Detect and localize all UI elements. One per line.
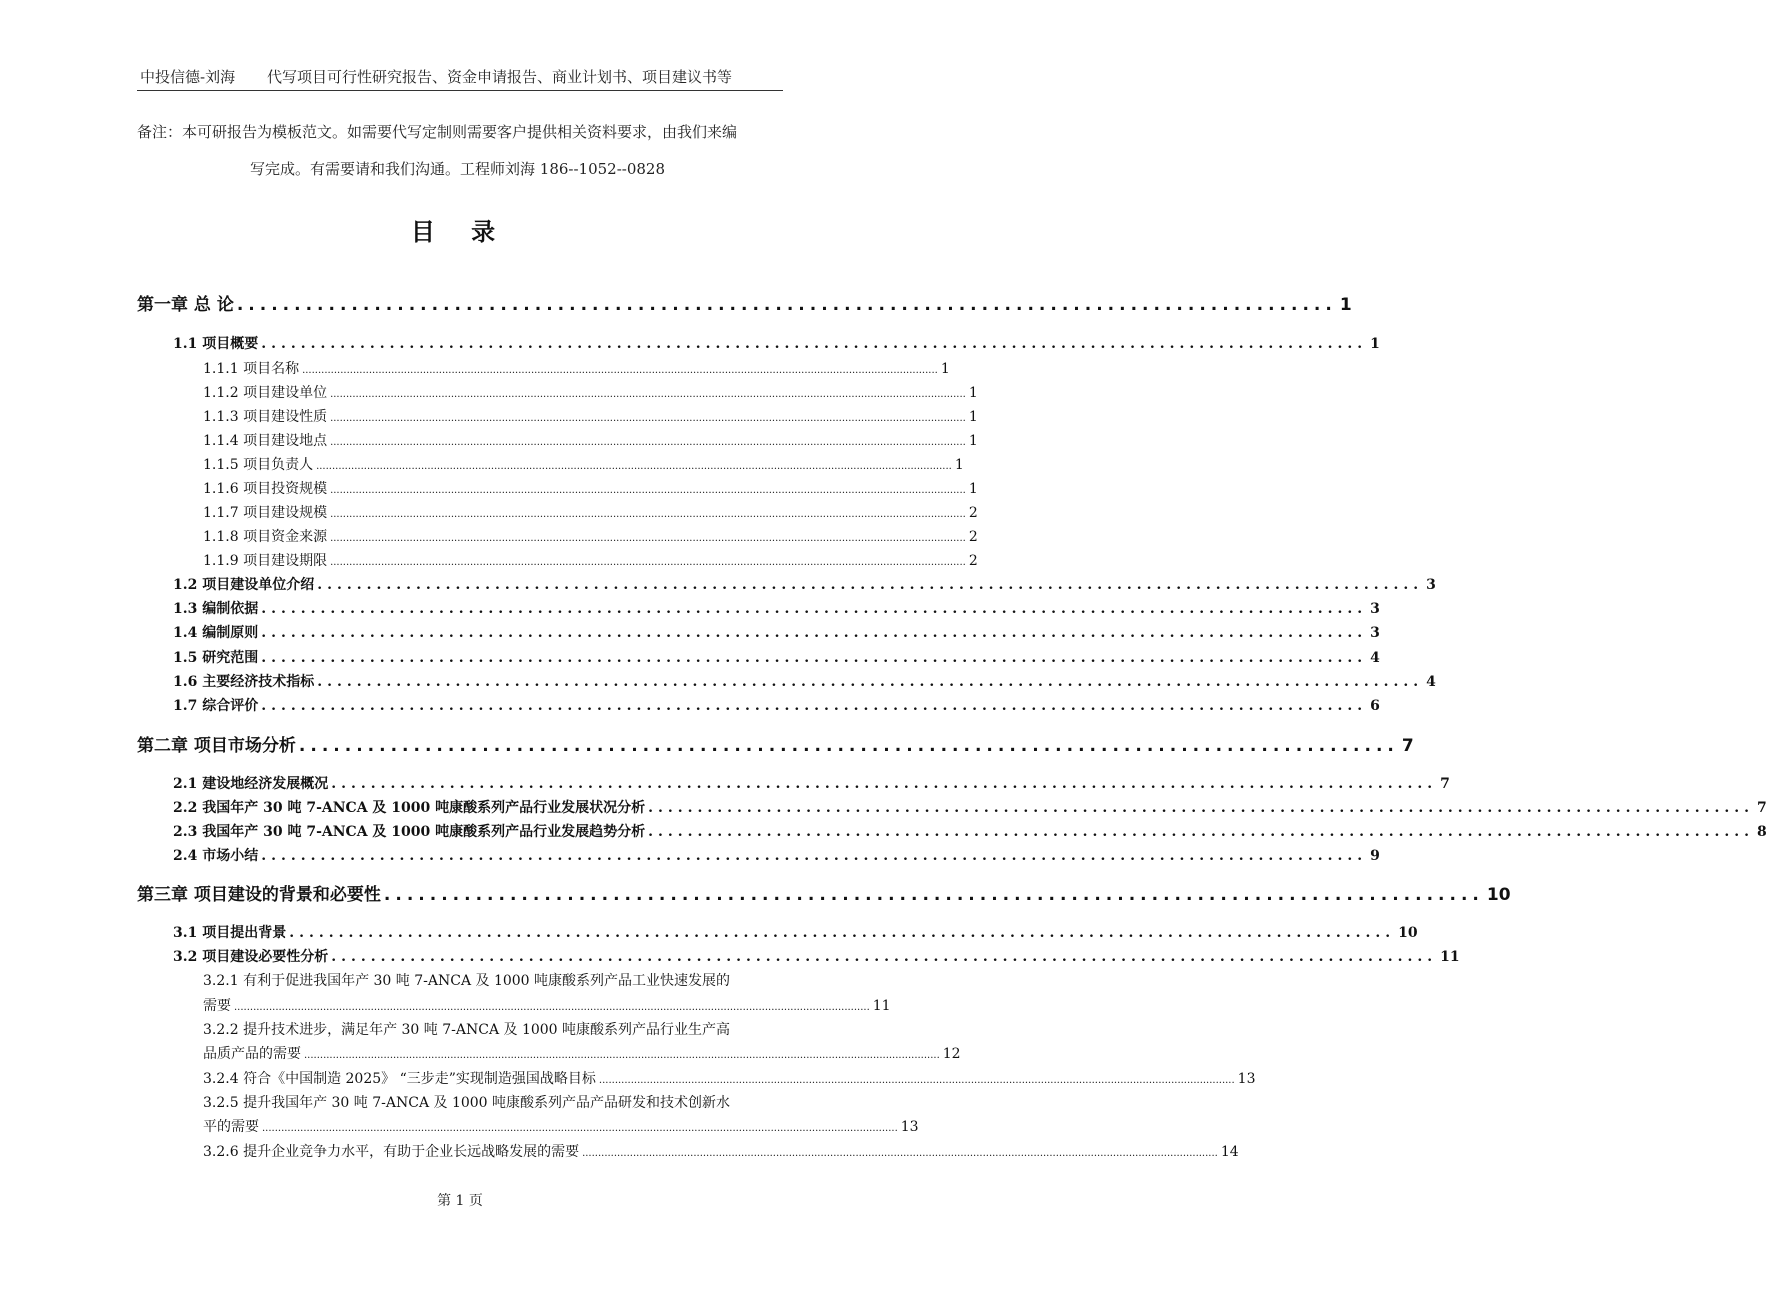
toc-label: 2.3 我国年产 30 吨 7-ANCA 及 1000 吨康酸系列产品行业发展趋势分析 [173,824,646,840]
toc-entry-1-5[interactable] [173,647,1380,667]
toc-page-number: 11 [1440,949,1460,965]
toc-page-number: 1 [968,409,978,425]
toc-page-number: 2 [968,553,978,569]
toc-entry-1-1-8[interactable] [203,526,978,546]
toc-label: 1.1.5 项目负责人 [203,457,314,473]
toc-page-number: 3 [1370,601,1380,617]
toc-entry-chapter-1[interactable] [137,290,1352,315]
toc-leader: ................................................................................................ [298,736,1399,756]
toc-leader: ................................................................................................................ [261,650,1368,666]
toc-label: 1.1.4 项目建设地点 [203,433,328,449]
toc-page-number: 3 [1370,625,1380,641]
toc-label: 1.4 编制原则 [173,625,259,641]
page-footer: 第 1 页 [437,1193,483,1209]
toc-page-number: 2 [968,529,978,545]
toc-label: 1.1.1 项目名称 [203,361,300,377]
toc-label: 1.1.9 项目建设期限 [203,553,328,569]
toc-entry-1-7[interactable] [173,695,1380,715]
toc-entry-1-6[interactable] [173,671,1436,691]
note-line-1: 备注：本可研报告为模板范文。如需要代写定制则需要客户提供相关资料要求，由我们来编 [137,123,738,141]
toc-entry-1-1[interactable] [173,333,1380,353]
toc-entry-1-1-2[interactable] [203,382,978,402]
toc-page-number: 1 [968,433,978,449]
toc-entry-1-2[interactable] [173,574,1436,594]
toc-entry-1-1-9[interactable] [203,550,978,570]
note-line-2: 写完成。有需要请和我们沟通。工程师刘海 186--1052--0828 [250,160,666,178]
toc-leader: ................................................................................................................ [261,698,1368,714]
toc-page-number: 1 [954,457,964,473]
toc-entry-3-2-1[interactable] [203,995,891,1015]
toc-leader: ................................................................................................................ [648,800,1755,816]
toc-entry-1-1-4[interactable] [203,430,978,450]
toc-entry-2-1[interactable] [173,773,1450,793]
toc-leader: ................................................................................................ [236,295,1337,315]
toc-page-number: 1 [968,481,978,497]
toc-label: 1.6 主要经济技术指标 [173,674,315,690]
toc-entry-3-2-5-line-1[interactable]: 3.2.5 提升我国年产 30 吨 7-ANCA 及 1000 吨康酸系列产品产品研发和技术创新水 [203,1095,731,1111]
toc-entry-1-1-5[interactable] [203,454,964,474]
toc-leader: ........................................................................................................................................................................................................ [234,1002,870,1013]
toc-title: 目 录 [410,217,510,246]
toc-entry-3-2-2[interactable] [203,1043,961,1063]
toc-entry-3-1[interactable] [173,922,1418,942]
toc-leader: ................................................................................................................ [261,625,1368,641]
toc-page-number: 4 [1370,650,1380,666]
toc-entry-3-2-4[interactable] [203,1068,1256,1088]
toc-entry-2-2[interactable] [173,797,1767,817]
toc-page-number: 3 [1426,577,1436,593]
toc-leader: ........................................................................................................................................................................................................ [330,389,966,400]
toc-leader: ................................................................................................................ [261,336,1368,352]
toc-page-number: 4 [1426,674,1436,690]
toc-leader: ........................................................................................................................................................................................................ [330,533,966,544]
toc-label: 1.2 项目建设单位介绍 [173,577,315,593]
toc-label: 1.3 编制依据 [173,601,259,617]
toc-page-number: 7 [1757,800,1767,816]
toc-label: 1.1.6 项目投资规模 [203,481,328,497]
toc-entry-2-4[interactable] [173,845,1380,865]
toc-entry-1-3[interactable] [173,598,1380,618]
toc-page-number: 12 [942,1046,961,1062]
toc-page-number: 2 [968,505,978,521]
toc-page-number: 1 [968,385,978,401]
toc-entry-3-2-5[interactable] [203,1116,919,1136]
toc-leader: ................................................................................................................ [317,674,1424,690]
toc-entry-1-1-3[interactable] [203,406,978,426]
toc-entry-3-2-6[interactable] [203,1141,1239,1161]
toc-leader: ........................................................................................................................................................................................................ [330,437,966,448]
toc-page-number: 10 [1398,925,1418,941]
toc-label: 2.1 建设地经济发展概况 [173,776,329,792]
toc-leader: ................................................................................................ [383,885,1484,905]
toc-label: 1.1 项目概要 [173,336,259,352]
toc-entry-1-1-1[interactable] [203,358,950,378]
toc-label: 1.7 综合评价 [173,698,259,714]
toc-page-number: 7 [1401,736,1414,756]
toc-leader: ........................................................................................................................................................................................................ [330,485,966,496]
toc-entry-chapter-2[interactable] [137,731,1414,756]
toc-label: 3.2 项目建设必要性分析 [173,949,329,965]
toc-label: 1.5 研究范围 [173,650,259,666]
toc-label: 2.2 我国年产 30 吨 7-ANCA 及 1000 吨康酸系列产品行业发展状况分析 [173,800,646,816]
toc-page-number: 13 [1237,1071,1256,1087]
toc-label: 3.1 项目提出背景 [173,925,287,941]
toc-page-number: 1 [1339,295,1352,315]
toc-leader: ........................................................................................................................................................................................................ [304,1050,940,1061]
toc-label: 2.4 市场小结 [173,848,259,864]
toc-page-number: 6 [1370,698,1380,714]
toc-page-number: 1 [1370,336,1380,352]
toc-page-number: 10 [1486,885,1511,905]
toc-leader: ................................................................................................................ [261,848,1368,864]
toc-page-number: 9 [1370,848,1380,864]
toc-leader: ........................................................................................................................................................................................................ [316,461,952,472]
toc-label: 需要 [203,998,231,1014]
toc-entry-3-2-2-line-1[interactable]: 3.2.2 提升技术进步，满足年产 30 吨 7-ANCA 及 1000 吨康酸系列产品行业生产高 [203,1022,731,1038]
toc-label: 品质产品的需要 [203,1046,301,1062]
header-tagline: 代写项目可行性研究报告、资金申请报告、商业计划书、项目建议书等 [267,68,733,86]
toc-leader: ................................................................................................................ [289,925,1396,941]
toc-label: 第一章 总 论 [137,295,234,315]
toc-entry-3-2-1-line-1[interactable]: 3.2.1 有利于促进我国年产 30 吨 7-ANCA 及 1000 吨康酸系列产品工业快速发展的 [203,973,731,989]
toc-page-number: 14 [1220,1144,1239,1160]
toc-page-number: 8 [1757,824,1767,840]
page-header [137,64,783,91]
toc-entry-2-3[interactable] [173,821,1767,841]
toc-leader: ........................................................................................................................................................................................................ [598,1075,1235,1086]
toc-leader: ........................................................................................................................................................................................................ [330,557,966,568]
toc-leader: ................................................................................................................ [317,577,1424,593]
toc-page-number: 7 [1440,776,1450,792]
toc-label: 1.1.7 项目建设规模 [203,505,328,521]
toc-label: 3.2.6 提升企业竞争力水平，有助于企业长远战略发展的需要 [203,1144,580,1160]
toc-page-number: 1 [940,361,950,377]
toc-leader: ........................................................................................................................................................................................................ [262,1123,898,1134]
toc-entry-1-4[interactable] [173,622,1380,642]
toc-leader: ................................................................................................................ [648,824,1755,840]
toc-page-number: 11 [872,998,891,1014]
toc-label: 1.1.3 项目建设性质 [203,409,328,425]
toc-label: 第三章 项目建设的背景和必要性 [137,885,381,905]
toc-entry-1-1-7[interactable] [203,502,978,522]
header-company: 中投信德-刘海 [140,68,236,86]
toc-entry-chapter-3[interactable] [137,880,1511,905]
toc-label: 1.1.8 项目资金来源 [203,529,328,545]
toc-label: 1.1.2 项目建设单位 [203,385,328,401]
toc-leader: ........................................................................................................................................................................................................ [330,509,966,520]
toc-leader: ................................................................................................................ [331,776,1438,792]
toc-page-number: 13 [900,1119,919,1135]
toc-label: 第二章 项目市场分析 [137,736,296,756]
toc-leader: ........................................................................................................................................................................................................ [582,1148,1218,1159]
toc-entry-3-2[interactable] [173,946,1460,966]
toc-leader: ........................................................................................................................................................................................................ [302,365,938,376]
toc-leader: ........................................................................................................................................................................................................ [330,413,966,424]
toc-label: 3.2.4 符合《中国制造 2025》 “三步走”实现制造强国战略目标 [203,1071,596,1087]
toc-label: 平的需要 [203,1119,259,1135]
toc-leader: ................................................................................................................ [261,601,1368,617]
toc-leader: ................................................................................................................ [331,949,1438,965]
toc-entry-1-1-6[interactable] [203,478,978,498]
